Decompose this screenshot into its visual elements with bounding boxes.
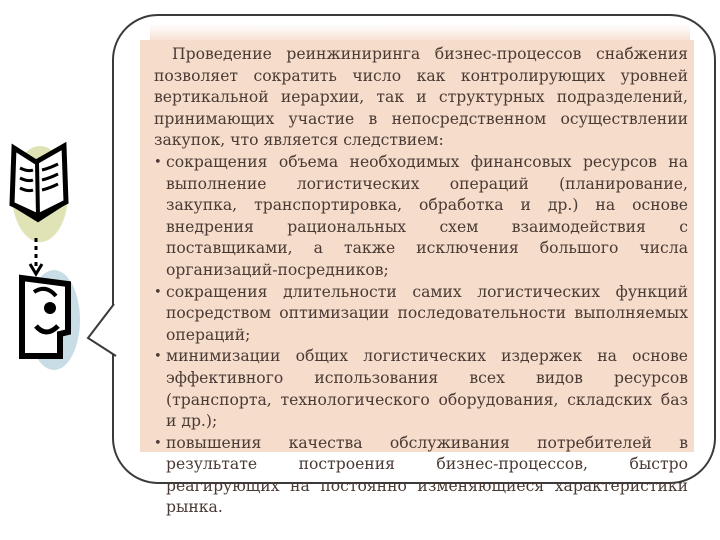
scanned-text-block [140, 40, 694, 517]
dashed-arrow-icon [30, 238, 42, 274]
list-item-text: сокращения объема необходимых финансовых ресурсов на выполнение логистических операций (планирование, закупка, транспортировка, обработка и др.) на основе внедрения рациональных схем взаимодействия с поставщиками, а также исключения большого числа организаций-посредников; [166, 152, 688, 279]
intro-paragraph: Проведение реинжиниринга бизнес-процессов снабжения позволяет сократить число как контролирующих уровней вертикальной иерархии, так и структурных подразделений, принимающих участие в непосредственном осуществлении закупок, что является следствием: [154, 45, 688, 150]
bullet-icon: • [154, 284, 162, 300]
list-item-text: повышения качества обслуживания потребителей в результате построения бизнес-процессов, быстро реагирующих на постоянно изменяющиеся характеристики рынка. [166, 433, 688, 517]
clipart-illustration [6, 142, 86, 372]
list-item [154, 433, 688, 519]
list-item [154, 346, 688, 432]
list-item [154, 152, 688, 282]
bullet-icon: • [154, 435, 162, 451]
person-thinking-clipart-icon [22, 270, 80, 370]
bullet-icon: • [154, 154, 162, 170]
consequences-list [154, 152, 688, 519]
book-clipart-icon [12, 146, 68, 242]
list-item-text: сокращения длительности самих логистических функций посредством оптимизации последовательности выполняемых операций; [166, 282, 688, 344]
scan-top-fade [150, 24, 690, 40]
speech-bubble-pointer [86, 300, 126, 360]
list-item [154, 282, 688, 347]
list-item-text: минимизации общих логистических издержек на основе эффективного использования всех видов ресурсов (транспорта, технологического оборудования, складских баз и др.); [166, 347, 688, 431]
bullet-icon: • [154, 349, 162, 365]
